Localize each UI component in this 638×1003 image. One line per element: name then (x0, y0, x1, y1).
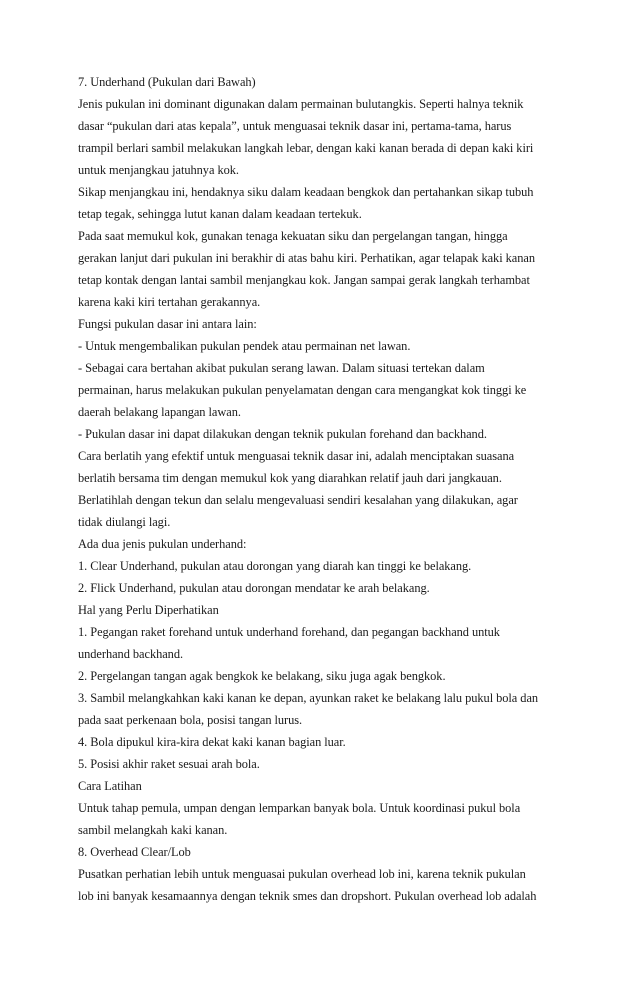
text-line: trampil berlari sambil melakukan langkah lebar, dengan kaki kanan berada di depan kaki kiri (78, 141, 534, 155)
text-line: daerah belakang lapangan lawan. (78, 405, 241, 419)
text-line: gerakan lanjut dari pukulan ini berakhir di atas bahu kiri. Perhatikan, agar telapak kaki kanan (78, 251, 535, 265)
text-line: Sikap menjangkau ini, hendaknya siku dalam keadaan bengkok dan pertahankan sikap tubuh (78, 185, 534, 199)
text-line: Untuk tahap pemula, umpan dengan lemparkan banyak bola. Untuk koordinasi pukul bola (78, 801, 521, 815)
list-item: 1. Clear Underhand, pukulan atau dorongan yang diarah kan tinggi ke belakang. (78, 559, 472, 573)
list-item: - Sebagai cara bertahan akibat pukulan serang lawan. Dalam situasi tertekan dalam (78, 361, 485, 375)
document-body (78, 71, 568, 907)
text-line: karena kaki kiri tertahan gerakannya. (78, 295, 261, 309)
subheading: Hal yang Perlu Diperhatikan (78, 603, 219, 617)
text-line: Fungsi pukulan dasar ini antara lain: (78, 317, 257, 331)
text-line: permainan, harus melakukan pukulan penyelamatan dengan cara mengangkat kok tinggi ke (78, 383, 527, 397)
text-line: Ada dua jenis pukulan underhand: (78, 537, 247, 551)
list-item: 2. Pergelangan tangan agak bengkok ke belakang, siku juga agak bengkok. (78, 669, 446, 683)
list-item: 5. Posisi akhir raket sesuai arah bola. (78, 757, 260, 771)
text-line: tetap kontak dengan lantai sambil menjangkau kok. Jangan sampai gerak langkah terhambat (78, 273, 530, 287)
list-item: - Pukulan dasar ini dapat dilakukan dengan teknik pukulan forehand dan backhand. (78, 427, 487, 441)
text-line: Berlatihlah dengan tekun dan selalu mengevaluasi sendiri kesalahan yang dilakukan, agar (78, 493, 518, 507)
section-heading: 7. Underhand (Pukulan dari Bawah) (78, 75, 256, 89)
text-line: Cara berlatih yang efektif untuk menguasai teknik dasar ini, adalah menciptakan suasana (78, 449, 515, 463)
text-line: pada saat perkenaan bola, posisi tangan lurus. (78, 713, 303, 727)
text-line: underhand backhand. (78, 647, 184, 661)
section-heading: 8. Overhead Clear/Lob (78, 845, 191, 859)
subheading: Cara Latihan (78, 779, 142, 793)
text-line: lob ini banyak kesamaannya dengan teknik smes dan dropshort. Pukulan overhead lob adalah (78, 889, 537, 903)
list-item: 3. Sambil melangkahkan kaki kanan ke depan, ayunkan raket ke belakang lalu pukul bola dan (78, 691, 539, 705)
text-line: Pusatkan perhatian lebih untuk menguasai pukulan overhead lob ini, karena teknik pukulan (78, 867, 526, 881)
text-line: berlatih bersama tim dengan memukul kok yang diarahkan relatif jauh dari jangkauan. (78, 471, 502, 485)
text-line: untuk menjangkau jatuhnya kok. (78, 163, 239, 177)
text-line: tidak diulangi lagi. (78, 515, 171, 529)
text-line: sambil melangkah kaki kanan. (78, 823, 228, 837)
list-item: 1. Pegangan raket forehand untuk underhand forehand, dan pegangan backhand untuk (78, 625, 500, 639)
text-line: tetap tegak, sehingga lutut kanan dalam keadaan tertekuk. (78, 207, 362, 221)
text-line: Jenis pukulan ini dominant digunakan dalam permainan bulutangkis. Seperti halnya teknik (78, 97, 524, 111)
list-item: 2. Flick Underhand, pukulan atau dorongan mendatar ke arah belakang. (78, 581, 430, 595)
text-line: dasar “pukulan dari atas kepala”, untuk menguasai teknik dasar ini, pertama-tama, harus (78, 119, 512, 133)
text-line: Pada saat memukul kok, gunakan tenaga kekuatan siku dan pergelangan tangan, hingga (78, 229, 508, 243)
list-item: - Untuk mengembalikan pukulan pendek atau permainan net lawan. (78, 339, 411, 353)
list-item: 4. Bola dipukul kira-kira dekat kaki kanan bagian luar. (78, 735, 346, 749)
